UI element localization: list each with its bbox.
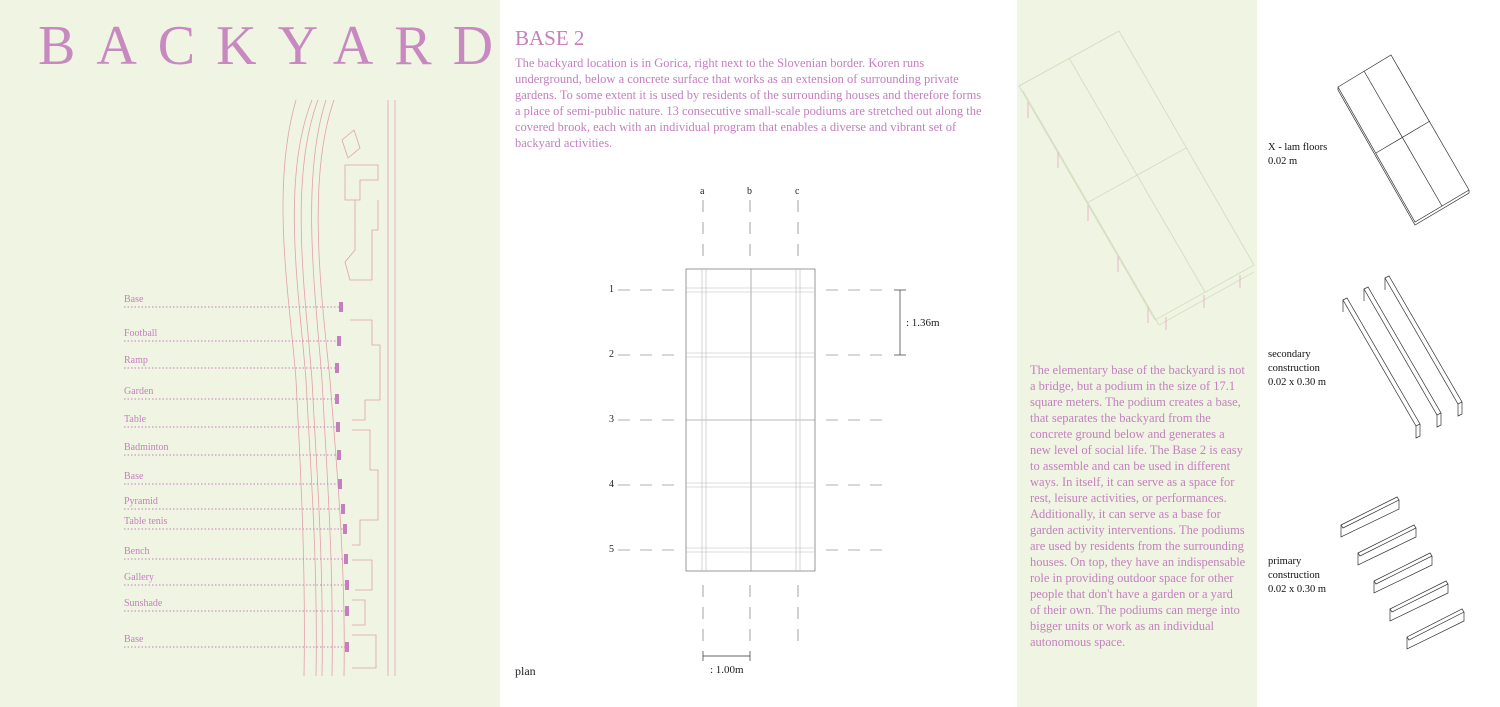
- site-program-label: Gallery: [124, 572, 154, 583]
- plan-column-label-c: c: [795, 186, 800, 197]
- section-heading: BASE 2: [515, 26, 585, 50]
- plan-row-label-2: 2: [609, 349, 614, 360]
- site-program-label: Table tenis: [124, 516, 168, 527]
- layer-size: 0.02 x 0.30 m: [1268, 584, 1327, 595]
- page-title: BACKYARD: [38, 15, 515, 77]
- layer-primary-label: [1268, 555, 1338, 597]
- site-program-label: Sunshade: [124, 598, 163, 609]
- site-program-label: Table: [124, 414, 147, 425]
- site-program-label: Pyramid: [124, 496, 158, 507]
- site-program-label: Base: [124, 471, 144, 482]
- layer-secondary-label: [1268, 348, 1338, 390]
- site-program-label: Base: [124, 634, 144, 645]
- plan-column-label-b: b: [747, 186, 752, 197]
- layer-size: 0.02 x 0.30 m: [1268, 377, 1327, 388]
- intro-paragraph: The backyard location is in Gorica, right next to the Slovenian border. Koren runs underground, below a concrete surface that works as an extension of surrounding private gardens. To some extent it is used by residents of the surrounding houses and therefore forms a place of semi-public nature. 13 consecutive small-scale podiums are stretched out along the covered brook, each with an individual program that enables a diverse and vibrant set of backyard activities.: [515, 56, 982, 150]
- layer-name: X - lam floors: [1268, 142, 1328, 153]
- plan-row-label-1: 1: [609, 284, 614, 295]
- site-program-label: Garden: [124, 386, 154, 397]
- layer-size: 0.02 m: [1268, 156, 1298, 167]
- plan-row-label-3: 3: [609, 414, 614, 425]
- description-paragraph: The elementary base of the backyard is not a bridge, but a podium in the size of 17.1 square meters. The podium creates a base, that separates the backyard from the concrete ground below and generates a new level of social life. The Base 2 is easy to assemble and can be used in different ways. In itself, it can serve as a space for rest, leisure activities, or performances. Additionally, it can serve as a base for garden activity interventions. The podiums are used by residents from the surrounding houses. On top, they have an indispensable role in providing outdoor space for other people that don't have a garden or a yard of their own. The podiums can merge into bigger units or work as an individual autonomous space.: [1030, 363, 1246, 649]
- layer-xlam-label: [1268, 141, 1327, 169]
- site-program-label: Football: [124, 328, 158, 339]
- site-program-label: Base: [124, 294, 144, 305]
- plan-row-label-4: 4: [609, 479, 614, 490]
- plan-column-label-a: a: [700, 186, 705, 197]
- plan-caption: plan: [515, 664, 536, 678]
- layer-name: secondary construction: [1268, 349, 1320, 374]
- plan-row-label-5: 5: [609, 544, 614, 555]
- site-program-label: Bench: [124, 546, 150, 557]
- site-program-label: Badminton: [124, 442, 169, 453]
- site-program-label: Ramp: [124, 355, 148, 366]
- dimension-vertical: : 1.36m: [906, 317, 940, 329]
- layer-name: primary construction: [1268, 556, 1320, 581]
- dimension-horizontal: : 1.00m: [710, 664, 744, 676]
